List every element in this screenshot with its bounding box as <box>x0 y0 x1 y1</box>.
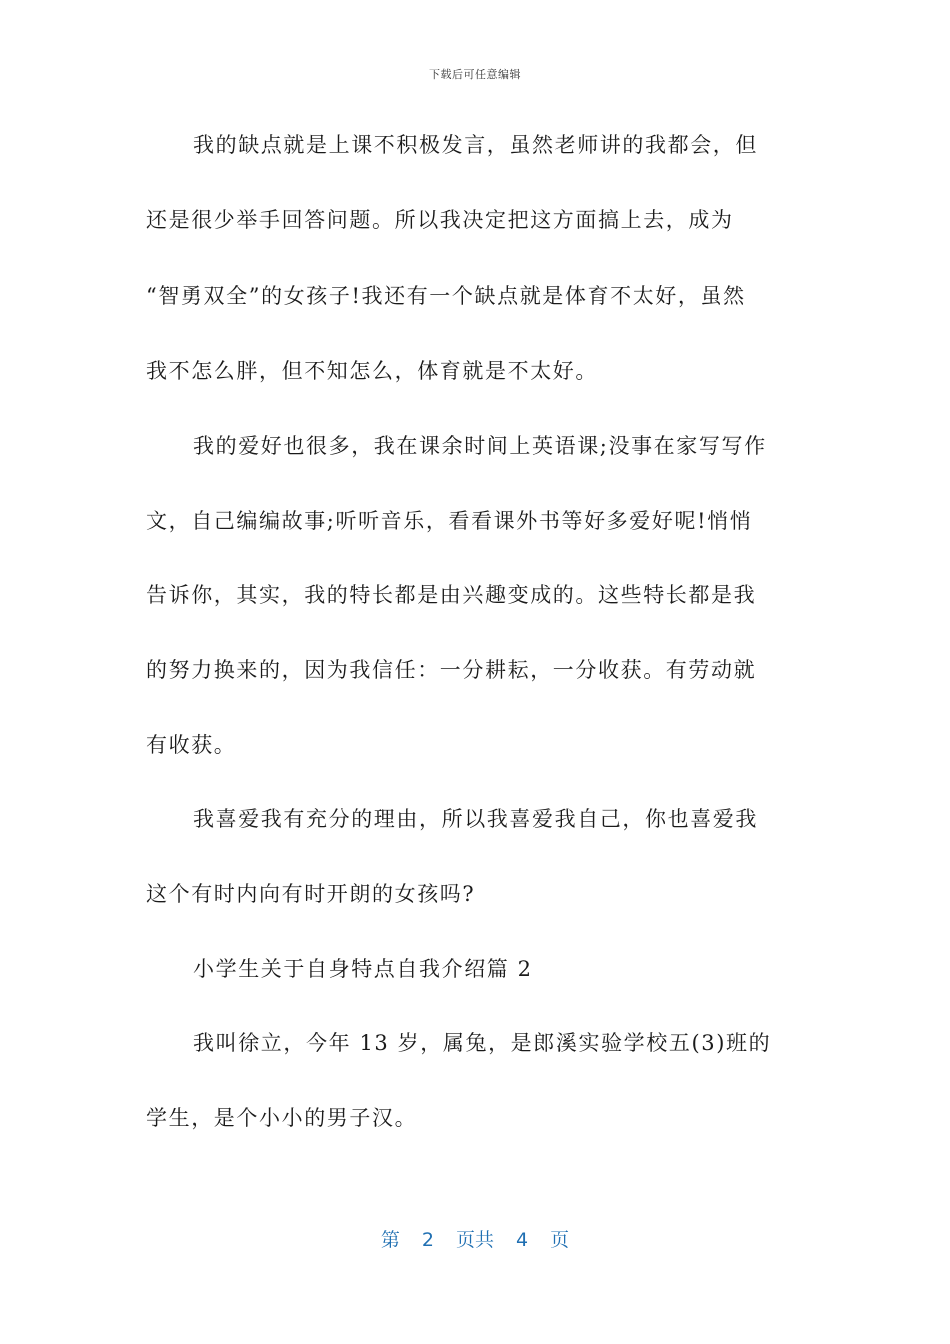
paragraph-line: 有收获。 <box>146 733 237 757</box>
paragraph-line: 我叫徐立，今年 13 岁，属兔，是郎溪实验学校五(3)班的 <box>193 1031 772 1055</box>
footer-prefix: 第 <box>380 1229 400 1251</box>
footer-suffix: 页 <box>550 1229 570 1251</box>
paragraph-line: 学生，是个小小的男子汉。 <box>146 1106 418 1130</box>
paragraph-line: 还是很少举手回答问题。所以我决定把这方面搞上去，成为 <box>146 208 734 232</box>
section-heading: 小学生关于自身特点自我介绍篇 2 <box>193 957 533 981</box>
page-footer <box>0 1225 950 1252</box>
footer-mid: 页共 <box>455 1229 494 1251</box>
paragraph-line: 的努力换来的，因为我信任：一分耕耘，一分收获。有劳动就 <box>146 658 757 682</box>
paragraph-line: 我不怎么胖，但不知怎么，体育就是不太好。 <box>146 359 598 383</box>
paragraph-line: 我喜爱我有充分的理由，所以我喜爱我自己，你也喜爱我 <box>193 807 758 831</box>
page-header-note: 下载后可任意编辑 <box>429 68 521 81</box>
paragraph-line: 文，自己编编故事;听听音乐，看看课外书等好多爱好呢!悄悄 <box>146 509 753 533</box>
total-pages-number: 4 <box>516 1229 529 1251</box>
paragraph-line: 我的缺点就是上课不积极发言，虽然老师讲的我都会，但 <box>193 133 758 157</box>
paragraph-line: 我的爱好也很多，我在课余时间上英语课;没事在家写写作 <box>193 434 767 458</box>
paragraph-line: 这个有时内向有时开朗的女孩吗? <box>146 882 476 906</box>
paragraph-line: 告诉你，其实，我的特长都是由兴趣变成的。这些特长都是我 <box>146 583 757 607</box>
paragraph-line: “智勇双全”的女孩子!我还有一个缺点就是体育不太好，虽然 <box>146 284 746 308</box>
current-page-number: 2 <box>421 1229 434 1251</box>
